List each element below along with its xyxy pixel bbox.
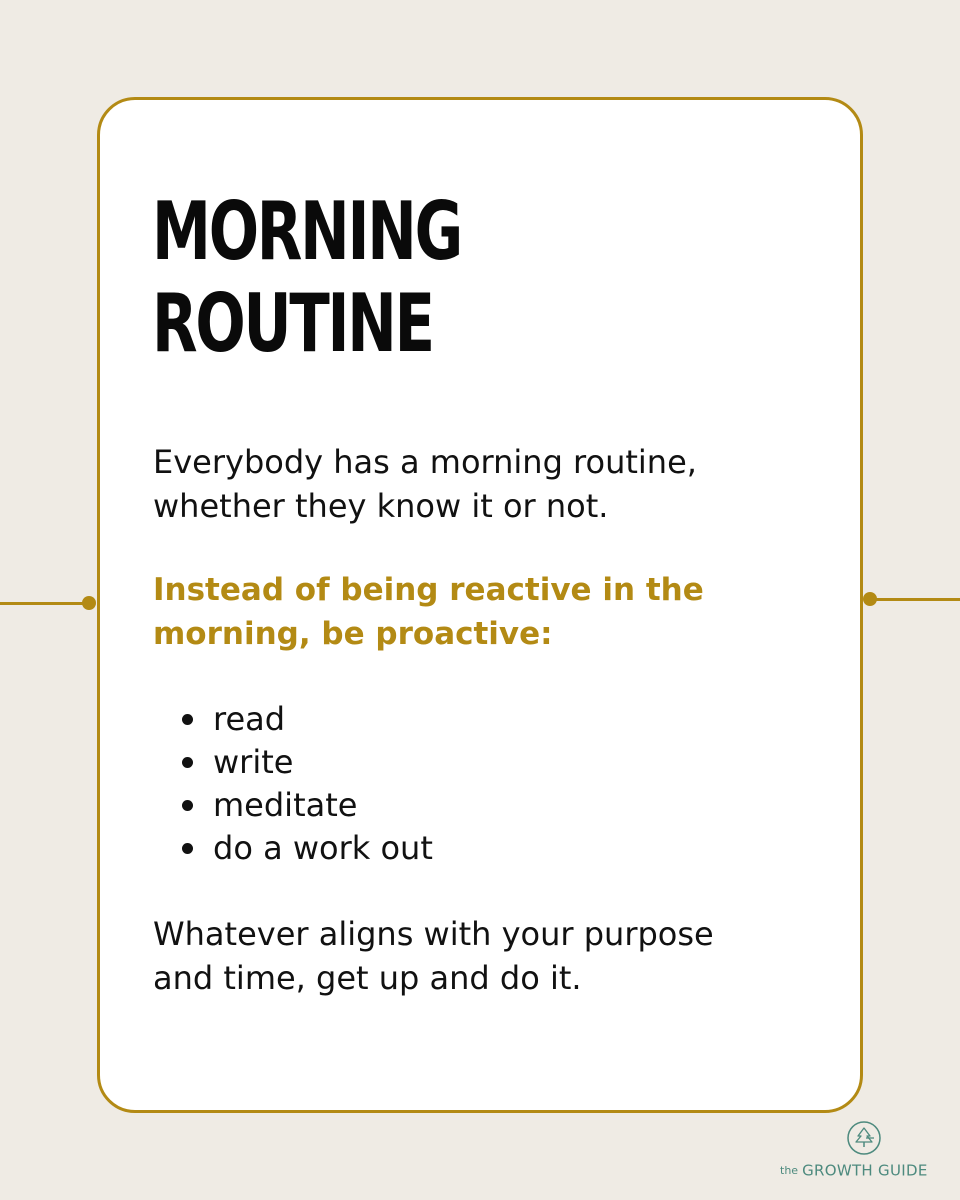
outro-line-2: and time, get up and do it.	[153, 959, 582, 997]
brand-logo	[780, 1118, 950, 1188]
left-connector-dot	[82, 596, 96, 610]
list-item	[153, 784, 433, 827]
brand-title: GROWTH GUIDE	[802, 1161, 928, 1180]
bullet-icon	[182, 714, 193, 725]
intro-paragraph	[153, 440, 833, 528]
brand-prefix: the	[780, 1164, 799, 1177]
bullet-icon	[182, 800, 193, 811]
right-connector-line	[870, 598, 960, 601]
intro-line-2: whether they know it or not.	[153, 487, 609, 525]
list-item-label: read	[213, 700, 286, 738]
list-item-label: do a work out	[213, 829, 433, 867]
outro-paragraph	[153, 912, 714, 1000]
highlight-paragraph	[153, 568, 833, 656]
activity-list	[153, 698, 433, 870]
highlight-line-2: morning, be proactive:	[153, 616, 553, 652]
left-connector-line	[0, 602, 90, 605]
outro-line-1: Whatever aligns with your purpose	[153, 915, 714, 953]
brand-name	[780, 1160, 928, 1180]
list-item	[153, 741, 433, 784]
content-card	[97, 97, 863, 1113]
right-connector-dot	[863, 592, 877, 606]
list-item-label: meditate	[213, 786, 358, 824]
list-item-label: write	[213, 743, 294, 781]
title-line-2: ROUTINE	[152, 277, 433, 370]
page-title	[152, 186, 461, 370]
title-line-1: MORNING	[152, 185, 461, 278]
highlight-line-1: Instead of being reactive in the	[153, 572, 704, 608]
bullet-icon	[182, 843, 193, 854]
bullet-icon	[182, 757, 193, 768]
list-item	[153, 698, 433, 741]
tree-g-icon	[846, 1120, 882, 1156]
list-item	[153, 827, 433, 870]
intro-line-1: Everybody has a morning routine,	[153, 443, 697, 481]
